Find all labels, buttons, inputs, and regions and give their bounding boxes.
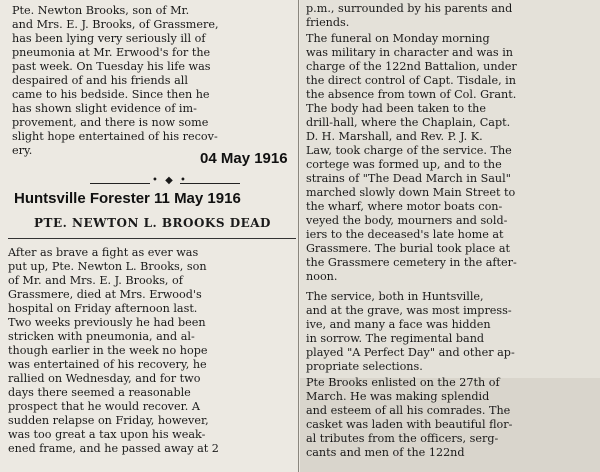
separator-ornament xyxy=(90,175,240,188)
clipping-1-date-label: 04 May 1916 xyxy=(200,150,288,167)
clipping-2-headline: PTE. NEWTON L. BROOKS DEAD xyxy=(34,216,271,230)
separator-rule-right xyxy=(180,183,240,184)
clipping-2-right-column-opening: p.m., surrounded by his parents and friends. xyxy=(306,2,513,29)
headline-rule xyxy=(8,238,296,239)
separator-glyphs: • ◆ • xyxy=(152,175,188,186)
clipping-2-enlistment-paragraph: Pte Brooks enlisted on the 27th of March. He was making splendid and esteem of all his comrades. The casket was laden with beautiful flor- al tributes from the officers, serg- cants and men of the 122nd xyxy=(306,376,513,459)
clipping-2-source-label: Huntsville Forester 11 May 1916 xyxy=(14,190,241,207)
clipping-2-left-column-text: After as brave a fight as ever was put up, Pte. Newton L. Brooks, son of Mr. and Mrs. E. J. Brooks, of Grassmere, died at Mrs. Erwood's hospital on Friday afternoon last. Two weeks previously he had been stricken with pneumonia, and al- though earlier in the week no hope was entertained of his recovery, he rallied on Wednesday, and for two days there seemed a reasonable prospect that he would recover. A sudden relapse on Friday, however, was too great a tax upon his weak- ened frame, and he passed away at 2 xyxy=(8,246,219,455)
clipping-2-funeral-paragraph: The funeral on Monday morning was military in character and was in charge of the 122nd Battalion, under the direct control of Capt. Tisdale, in the absence from town of Col. Grant. The body had been taken to the drill-hall, where the Chaplain, Capt. D. H. Marshall, and Rev. P. J. K. Law, took charge of the service. The cortege was formed up, and to the strains of "The Dead March in Saul" marched slowly down Main Street to the wharf, where motor boats con- veyed the body, mourners and sold- iers to the deceased's late home at Grassmere. The burial took place at the Grassmere cemetery in the after- noon. xyxy=(306,32,517,283)
column-divider xyxy=(298,0,299,472)
separator-rule-left xyxy=(90,183,150,184)
clipping-1-paragraph: Pte. Newton Brooks, son of Mr. and Mrs. E. J. Brooks, of Grassmere, has been lying very seriously ill of pneumonia at Mr. Erwood's for the past week. On Tuesday his life was despaired of and his friends all came to his bedside. Since then he has shown slight evidence of im- provement, and there is now some slight hope entertained of his recov- ery. xyxy=(12,4,219,157)
clipping-2-service-paragraph: The service, both in Huntsville, and at the grave, was most impress- ive, and many a face was hidden in sorrow. The regimental band played "A Perfect Day" and other ap- propriate selections. xyxy=(306,290,515,373)
